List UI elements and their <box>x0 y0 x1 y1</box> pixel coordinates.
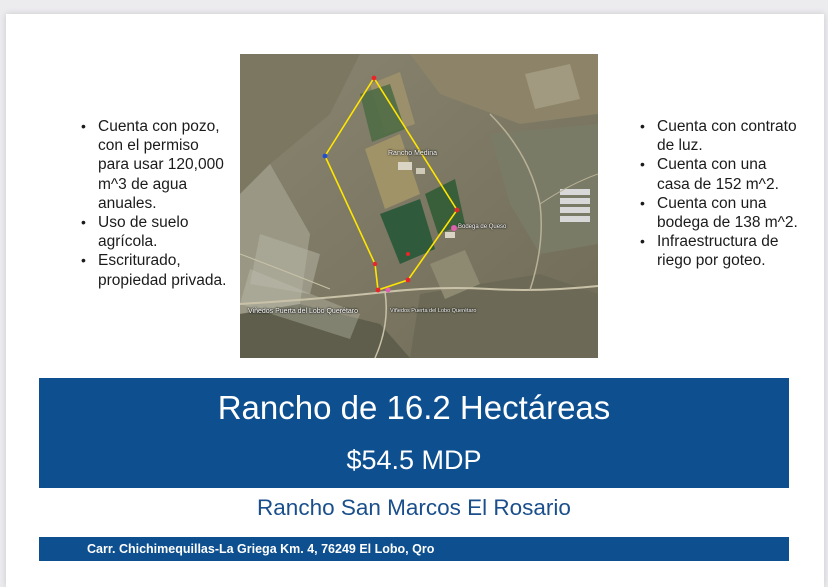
map-label-vineyard-secondary: Viñedos Puerta del Lobo Querétaro <box>390 308 477 314</box>
feature-item: • Cuenta con pozo, con el permiso para usar 120,000 m^3 de agua anuales. <box>81 117 231 213</box>
listing-price: $54.5 MDP <box>346 445 482 475</box>
listing-title: Rancho de 16.2 Hectáreas <box>217 389 611 426</box>
feature-item: • Cuenta con una bodega de 138 m^2. <box>640 194 800 232</box>
map-label-place: Bodega de Queso <box>458 224 507 230</box>
listing-flyer <box>6 14 824 587</box>
feature-item: • Uso de suelo agrícola. <box>81 213 231 251</box>
satellite-map-image <box>240 54 598 358</box>
address-text: Carr. Chichimequillas-La Griega Km. 4, 76249 El Lobo, Qro <box>87 542 435 556</box>
feature-item: • Infraestructura de riego por goteo. <box>640 232 800 270</box>
map-label-vineyard: Viñedos Puerta del Lobo Querétaro <box>248 308 359 315</box>
feature-item: • Escriturado, propiedad privada. <box>81 251 231 289</box>
map-label-ranch: Rancho Medina <box>388 150 438 157</box>
right-feature-list <box>640 117 800 271</box>
address-bar <box>39 537 789 561</box>
feature-item: • Cuenta con contrato de luz. <box>640 117 800 155</box>
left-feature-list <box>81 117 231 290</box>
ranch-name: Rancho San Marcos El Rosario <box>257 495 571 520</box>
title-banner <box>39 378 789 488</box>
feature-item: • Cuenta con una casa de 152 m^2. <box>640 155 800 193</box>
